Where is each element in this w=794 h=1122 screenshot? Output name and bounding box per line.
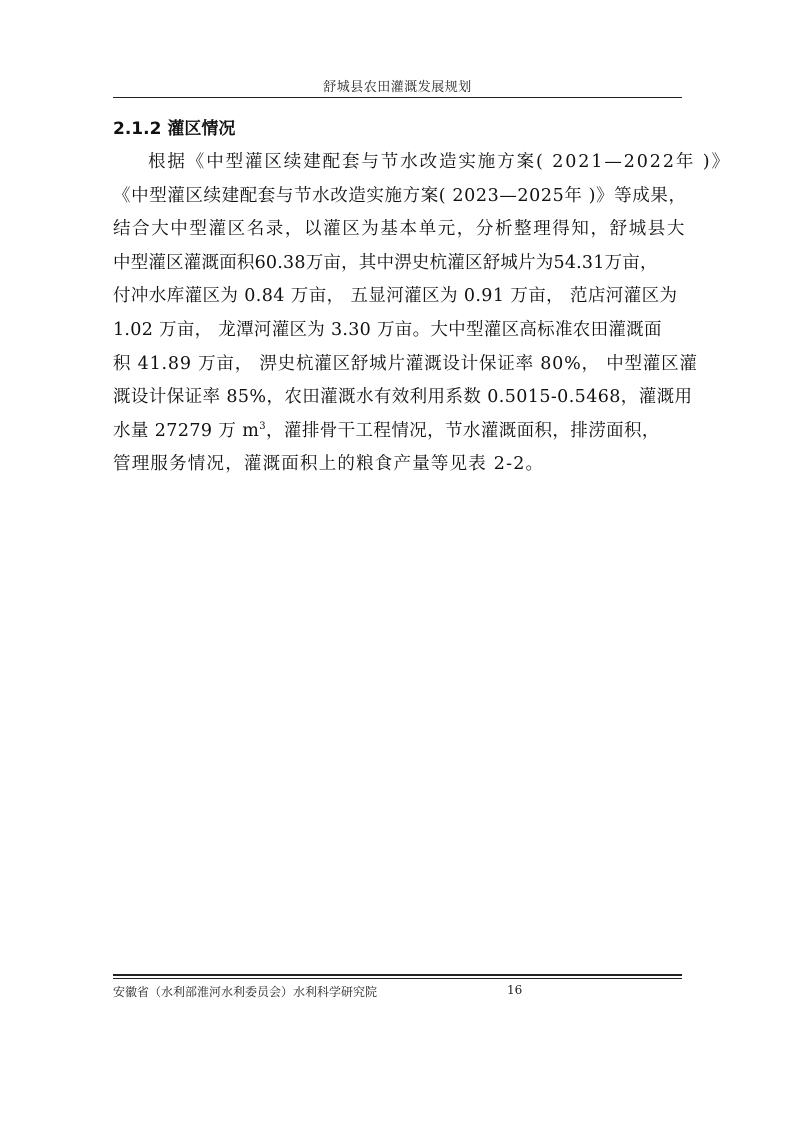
- paragraph-line: [113, 415, 682, 449]
- body-paragraph: [113, 146, 731, 482]
- paragraph-line: 结合大中型灌区名录，以灌区为基本单元，分析整理得知，舒城县大: [113, 219, 686, 240]
- running-header: 舒城县农田灌溉发展规划: [323, 80, 472, 95]
- paragraph-line: 1.02 万亩， 龙潭河灌区为 3.30 万亩。大中型灌区高标准农田灌溉面: [113, 319, 662, 340]
- paragraph-line-text: 水量 27279 万 m: [113, 420, 260, 441]
- header-divider: [113, 97, 682, 98]
- paragraph-line: 中型灌区灌溉面积60.38万亩，其中淠史杭灌区舒城片为54.31万亩，: [113, 252, 658, 273]
- footer-divider-thin: [113, 978, 682, 979]
- paragraph-line: 积 41.89 万亩， 淠史杭灌区舒城片灌溉设计保证率 80%， 中型灌区灌: [113, 353, 698, 374]
- section-heading: 2.1.2 灌区情况: [113, 119, 236, 139]
- superscript: 3: [259, 420, 267, 432]
- paragraph-line: 付冲水库灌区为 0.84 万亩， 五显河灌区为 0.91 万亩， 范店河灌区为: [113, 286, 678, 307]
- page-number: 16: [507, 983, 523, 997]
- paragraph-line: 管理服务情况，灌溉面积上的粮食产量等见表 2-2。: [113, 454, 545, 475]
- paragraph-line: 溉设计保证率 85%，农田灌溉水有效利用系数 0.5015-0.5468，灌溉用: [113, 387, 693, 408]
- paragraph-line: 根据《中型灌区续建配套与节水改造实施方案( 2021—2022年 )》: [148, 152, 731, 172]
- footer-divider-thick: [113, 974, 682, 976]
- paragraph-line-text: ，灌排骨干工程情况，节水灌溉面积，排涝面积，: [266, 420, 660, 441]
- paragraph-line: 《中型灌区续建配套与节水改造实施方案( 2023—2025年 )》等成果，: [113, 185, 687, 206]
- footer-organization: 安徽省（水利部淮河水利委员会）水利科学研究院: [113, 985, 378, 999]
